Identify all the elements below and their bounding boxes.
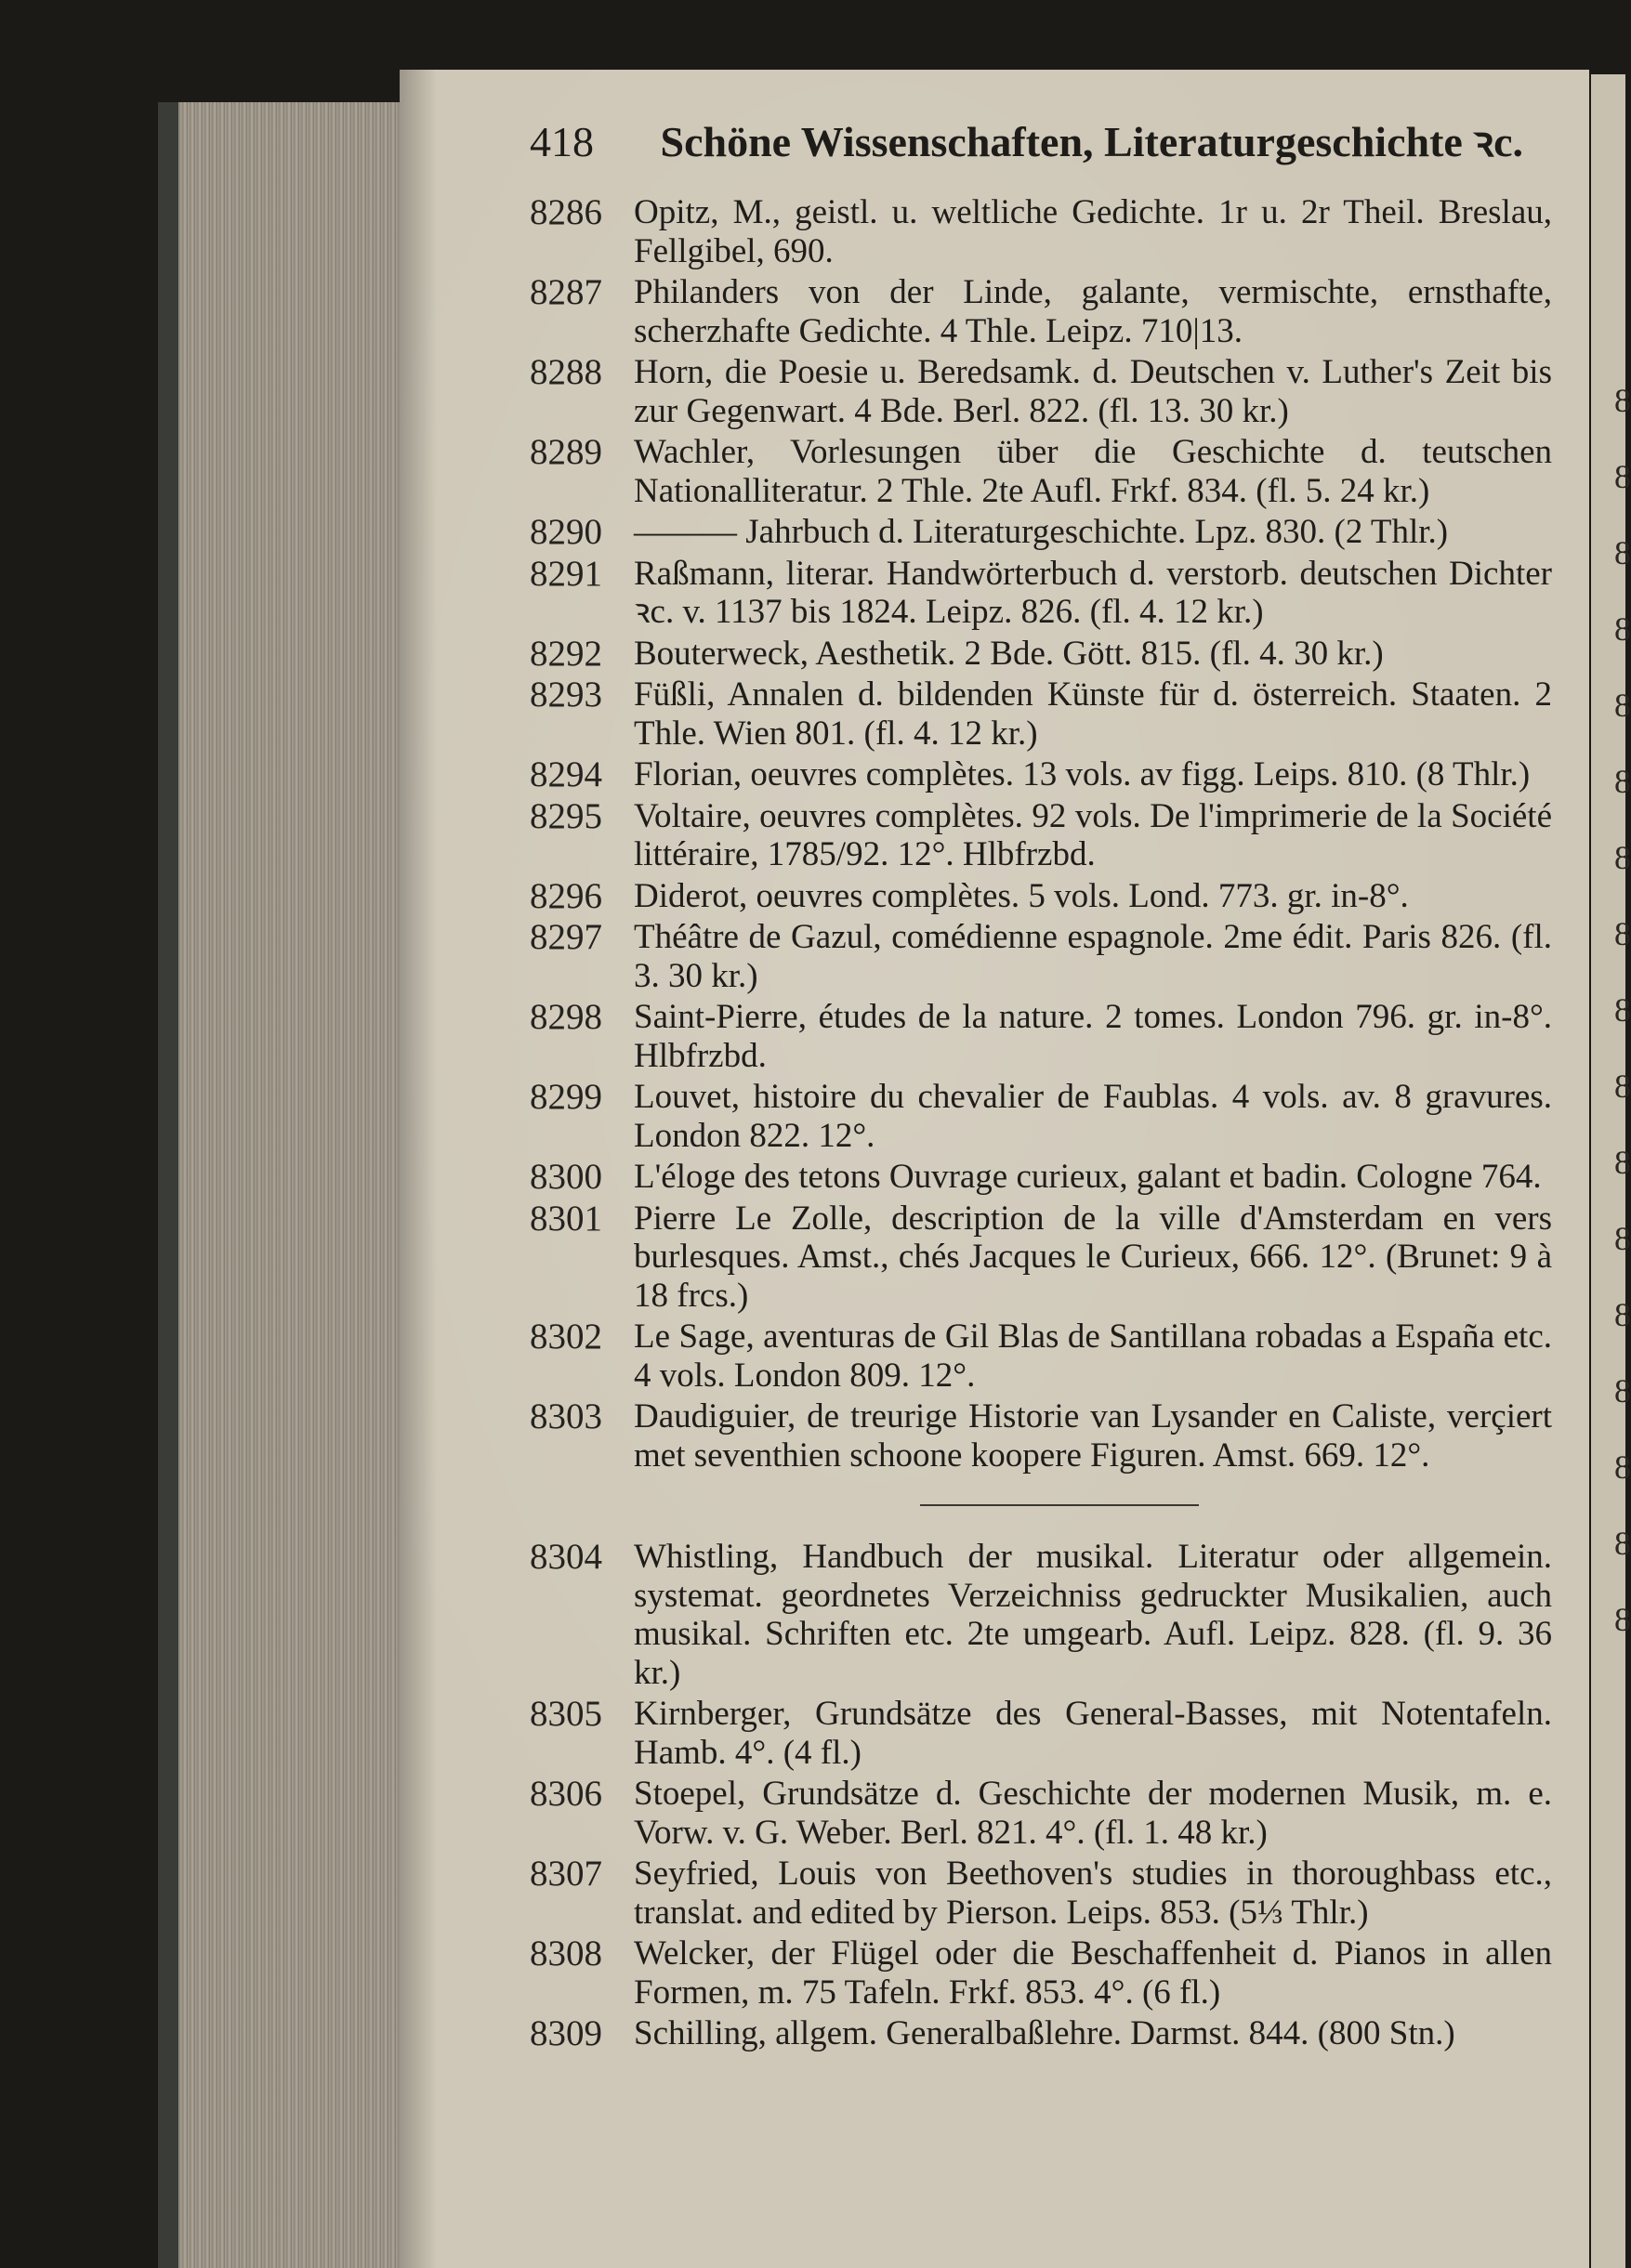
entry-number: 8300	[530, 1157, 602, 1197]
entry-text: Philanders von der Linde, galante, vermischte, ernsthafte, scherzhafte Gedichte. 4 Thle. Leipz. 710|13.	[634, 273, 1552, 350]
entry-number: 8296	[530, 875, 602, 916]
entry-number: 8288	[530, 352, 602, 392]
catalog-entry	[530, 877, 1552, 916]
entry-number: 8292	[530, 633, 602, 674]
entry-number: 8306	[530, 1774, 602, 1814]
next-page-margin-digit: 8	[1614, 1144, 1631, 1181]
catalog-entry	[530, 675, 1552, 753]
entry-list-music	[530, 1538, 1552, 2053]
catalog-entry	[530, 755, 1552, 794]
entry-number: 8309	[530, 2013, 602, 2053]
entry-number: 8291	[530, 553, 602, 594]
next-page-margin-digit: 8	[1614, 1220, 1631, 1257]
next-page-margin-digit: 8	[1614, 458, 1631, 495]
entry-text: Schilling, allgem. Generalbaßlehre. Darmst. 844. (800 Stn.)	[634, 2014, 1455, 2052]
next-page-margin-digit: 8	[1614, 1372, 1631, 1409]
entry-number: 8299	[530, 1077, 602, 1117]
next-page-margin-digit: 8	[1614, 382, 1631, 419]
entry-number: 8307	[530, 1854, 602, 1894]
entry-number: 8295	[530, 795, 602, 836]
entry-text: Welcker, der Flügel oder die Beschaffenheit d. Pianos in allen Formen, m. 75 Tafeln. Frkf. 853. 4°. (6 fl.)	[634, 1934, 1552, 2012]
catalog-entry	[530, 555, 1552, 632]
catalog-entry	[530, 998, 1552, 1075]
catalog-entry	[530, 1158, 1552, 1197]
catalog-entries	[530, 193, 1552, 2056]
catalog-entry	[530, 918, 1552, 995]
entry-number: 8289	[530, 432, 602, 472]
catalog-entry	[530, 797, 1552, 874]
catalog-entry	[530, 1695, 1552, 1772]
book-page-edges	[158, 102, 401, 2268]
entry-number: 8286	[530, 192, 602, 232]
entry-text: Wachler, Vorlesungen über die Geschichte d. teutschen Nationalliteratur. 2 Thle. 2te Aufl. Frkf. 834. (fl. 5. 24 kr.)	[634, 433, 1552, 510]
entry-text: Florian, oeuvres complètes. 13 vols. av figg. Leips. 810. (8 Thlr.)	[634, 755, 1531, 793]
section-rule	[920, 1504, 1199, 1506]
next-page-edge	[1591, 74, 1631, 2268]
catalog-entry	[530, 193, 1552, 270]
entry-text: Saint-Pierre, études de la nature. 2 tomes. London 796. gr. in-8°. Hlbfrzbd.	[634, 998, 1552, 1075]
catalog-entry	[530, 513, 1552, 552]
entry-text: Le Sage, aventuras de Gil Blas de Santillana robadas a España etc. 4 vols. London 809. 12°.	[634, 1318, 1552, 1395]
next-page-margin-digit: 8	[1614, 763, 1631, 800]
entry-text: Kirnberger, Grundsätze des General-Basses, mit Notentafeln. Hamb. 4°. (4 fl.)	[634, 1695, 1552, 1772]
entry-text: Whistling, Handbuch der musikal. Literatur oder allgemein. systemat. geordnetes Verzeichniss gedruckter Musikalien, auch musikal. Schriften etc. 2te umgearb. Aufl. Leipz. 828. (fl. 9. 36 kr.)	[634, 1538, 1552, 1692]
entry-text: Diderot, oeuvres complètes. 5 vols. Lond. 773. gr. in-8°.	[634, 876, 1409, 915]
catalog-entry	[530, 2014, 1552, 2053]
entry-text: Opitz, M., geistl. u. weltliche Gedichte. 1r u. 2r Theil. Breslau, Fellgibel, 690.	[634, 193, 1552, 270]
catalog-entry	[530, 1078, 1552, 1155]
entry-number: 8301	[530, 1198, 602, 1239]
catalog-entry	[530, 353, 1552, 430]
entry-text: Daudiguier, de treurige Historie van Lysander en Caliste, verçiert met seventhien schoone koopere Figuren. Amst. 669. 12°.	[634, 1397, 1552, 1475]
entry-text: Seyfried, Louis von Beethoven's studies in thoroughbass etc., translat. and edited by Pierson. Leips. 853. (5⅓ Thlr.)	[634, 1855, 1552, 1932]
page-number: 418	[530, 118, 594, 165]
entry-number: 8308	[530, 1934, 602, 1973]
entry-number: 8298	[530, 997, 602, 1037]
entry-text: L'éloge des tetons Ouvrage curieux, galant et badin. Cologne 764.	[634, 1158, 1542, 1196]
entry-number: 8297	[530, 917, 602, 957]
page-title: Schöne Wissenschaften, Literaturgeschichte ꝛc.	[660, 118, 1524, 165]
next-page-margin-digit: 8	[1614, 915, 1631, 952]
entry-number: 8287	[530, 272, 602, 312]
entry-text: Füßli, Annalen d. bildenden Künste für d. österreich. Staaten. 2 Thle. Wien 801. (fl. 4. 12 kr.)	[634, 675, 1552, 753]
entry-text: Pierre Le Zolle, description de la ville d'Amsterdam en vers burlesques. Amst., chés Jacques le Curieux, 666. 12°. (Brunet: 9 à 18 frcs.)	[634, 1199, 1552, 1315]
next-page-margin-digit: 8	[1614, 1449, 1631, 1486]
catalog-entry	[530, 1318, 1552, 1395]
catalog-entry	[530, 273, 1552, 350]
next-page-margin-digit: 8	[1614, 839, 1631, 876]
next-page-margin-digit: 8	[1614, 534, 1631, 571]
entry-number: 8303	[530, 1396, 602, 1436]
entry-number: 8290	[530, 512, 602, 552]
next-page-margin-digit: 8	[1614, 1068, 1631, 1105]
entry-number: 8304	[530, 1537, 602, 1577]
page-header	[530, 111, 1523, 169]
catalog-entry	[530, 433, 1552, 510]
catalog-entry	[530, 635, 1552, 674]
entry-list-literature	[530, 193, 1552, 1475]
entry-text: Voltaire, oeuvres complètes. 92 vols. De l'imprimerie de la Société littéraire, 1785/92. 12°. Hlbfrzbd.	[634, 796, 1552, 873]
next-page-margin-digit: 8	[1614, 1601, 1631, 1638]
gutter-shadow	[400, 70, 437, 2268]
book-cover-edge	[158, 102, 178, 2268]
entry-number: 8305	[530, 1694, 602, 1734]
catalog-entry	[530, 1397, 1552, 1475]
entry-text: Stoepel, Grundsätze d. Geschichte der modernen Musik, m. e. Vorw. v. G. Weber. Berl. 821. 4°. (fl. 1. 48 kr.)	[634, 1775, 1552, 1852]
next-page-margin-digit: 8	[1614, 1296, 1631, 1333]
entry-text: ——— Jahrbuch d. Literaturgeschichte. Lpz. 830. (2 Thlr.)	[634, 513, 1449, 551]
catalog-entry	[530, 1934, 1552, 2012]
catalog-entry	[530, 1775, 1552, 1852]
catalog-entry	[530, 1855, 1552, 1932]
entry-text: Raßmann, literar. Handwörterbuch d. verstorb. deutschen Dichter ꝛc. v. 1137 bis 1824. Leipz. 826. (fl. 4. 12 kr.)	[634, 554, 1552, 631]
catalog-entry	[530, 1200, 1552, 1316]
next-page-margin-digit: 8	[1614, 1525, 1631, 1562]
entry-text: Théâtre de Gazul, comédienne espagnole. 2me édit. Paris 826. (fl. 3. 30 kr.)	[634, 918, 1552, 995]
entry-number: 8302	[530, 1317, 602, 1357]
next-page-margin-digit: 8	[1614, 610, 1631, 648]
entry-text: Bouterweck, Aesthetik. 2 Bde. Gött. 815. (fl. 4. 30 kr.)	[634, 634, 1384, 673]
entry-text: Horn, die Poesie u. Beredsamk. d. Deutschen v. Luther's Zeit bis zur Gegenwart. 4 Bde. Berl. 822. (fl. 13. 30 kr.)	[634, 353, 1552, 430]
next-page-margin-digit: 8	[1614, 991, 1631, 1029]
catalog-entry	[530, 1538, 1552, 1692]
entry-number: 8294	[530, 754, 602, 794]
next-page-margin-digit: 8	[1614, 687, 1631, 724]
entry-text: Louvet, histoire du chevalier de Faublas. 4 vols. av. 8 gravures. London 822. 12°.	[634, 1078, 1552, 1155]
entry-number: 8293	[530, 675, 602, 714]
